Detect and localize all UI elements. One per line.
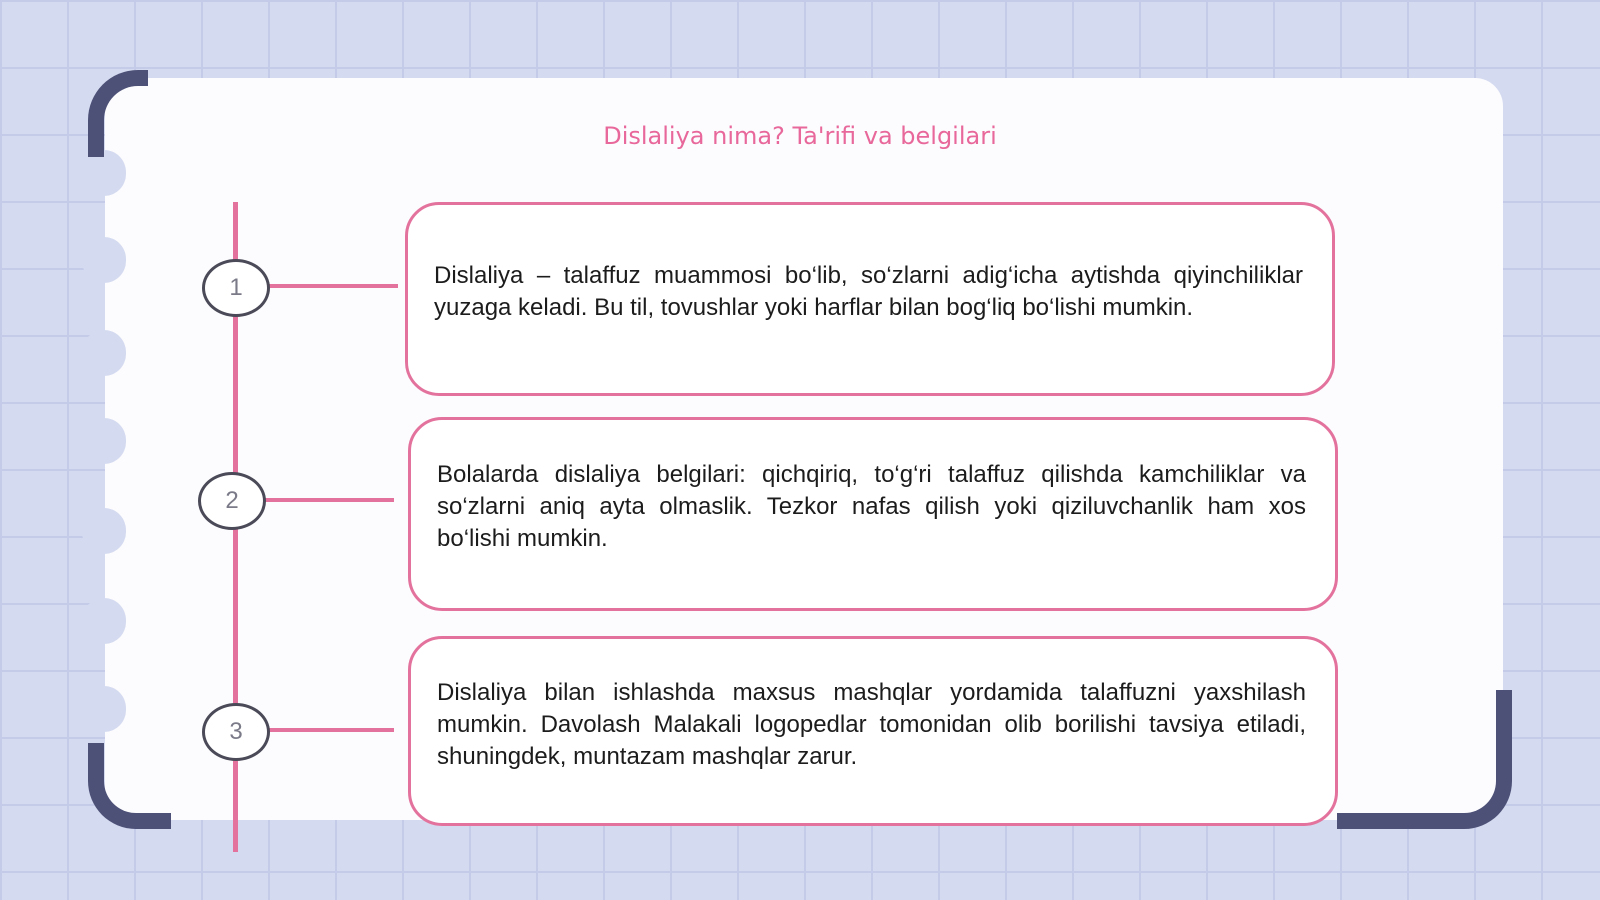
step-text-box-1 <box>405 202 1335 396</box>
notebook-binding-hole <box>82 508 126 554</box>
timeline-connector-3 <box>265 728 394 732</box>
notebook-binding-hole <box>82 686 126 732</box>
step-description-1: Dislaliya – talaffuz muammosi bo‘lib, so‘zlarni adig‘icha aytishda qiyinchiliklar yuzaga keladi. Bu til, tovushlar yoki harflar bilan bog‘liq bo‘lishi mumkin. <box>434 262 1303 321</box>
step-text-box-2 <box>408 417 1338 611</box>
timeline-connector-1 <box>265 284 398 288</box>
notebook-binding-hole <box>82 598 126 644</box>
notebook-binding-hole <box>82 330 126 376</box>
step-text-box-3 <box>408 636 1338 826</box>
slide-title: Dislaliya nima? Ta'rifi va belgilari <box>603 122 997 150</box>
notebook-binding-hole <box>82 418 126 464</box>
step-description-2: Bolalarda dislaliya belgilari: qichqiriq, to‘g‘ri talaffuz qilishda kamchiliklar va so‘zlarni aniq ayta olmaslik. Tezkor nafas qilish yoki qiziluvchanlik ham xos bo‘lishi mumkin. <box>437 461 1306 552</box>
step-description-3: Dislaliya bilan ishlashda maxsus mashqlar yordamida talaffuzni yaxshilash mumkin. Davolash Malakali logopedlar tomonidan olib borilishi tavsiya etiladi, shuningdek, muntazam mashqlar zarur. <box>437 679 1306 770</box>
timeline-connector-2 <box>263 498 394 502</box>
corner-bracket-bottom-left <box>88 743 171 829</box>
step-number-1: 1 <box>202 259 270 317</box>
corner-bracket-bottom-right <box>1337 690 1512 829</box>
notebook-binding-hole <box>82 237 126 283</box>
step-number-3: 3 <box>202 703 270 761</box>
step-number-2: 2 <box>198 472 266 530</box>
